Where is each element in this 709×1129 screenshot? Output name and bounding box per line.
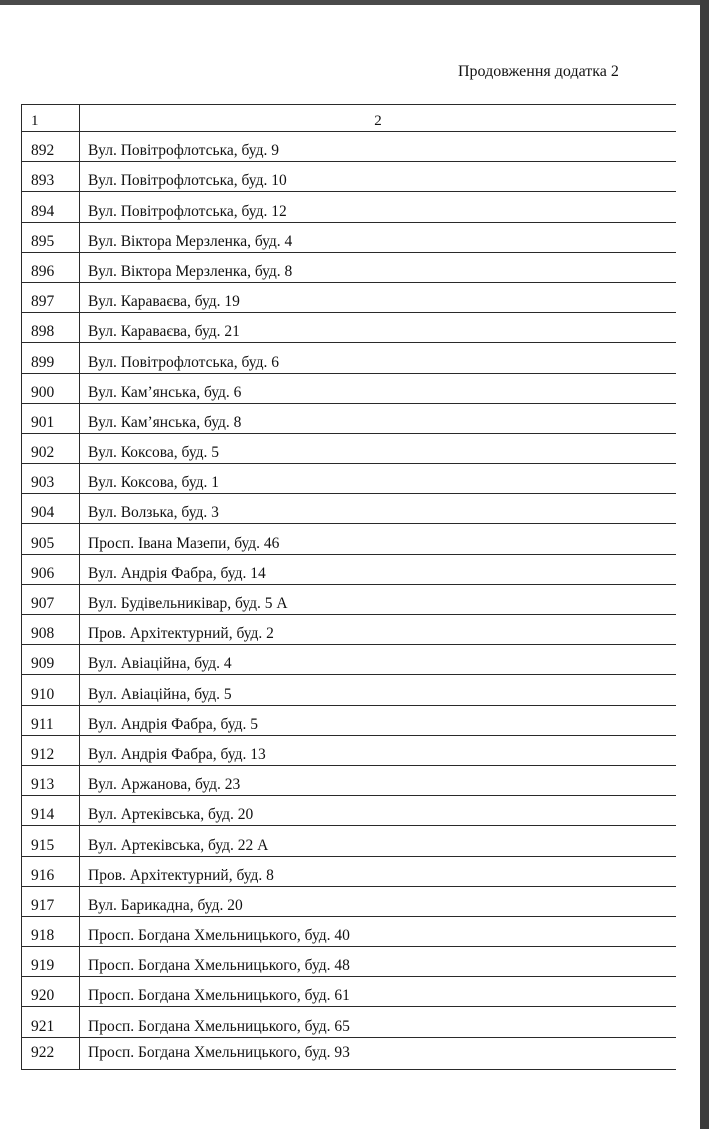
row-address: Вул. Будівельниківар, буд. 5 А <box>80 584 677 614</box>
row-address: Просп. Богдана Хмельницького, буд. 61 <box>80 977 677 1007</box>
row-address: Просп. Богдана Хмельницького, буд. 40 <box>80 916 677 946</box>
table-row <box>22 886 677 916</box>
row-number: 902 <box>22 433 80 463</box>
row-address: Вул. Повітрофлотська, буд. 10 <box>80 162 677 192</box>
table-row <box>22 584 677 614</box>
row-number: 898 <box>22 313 80 343</box>
row-number: 911 <box>22 705 80 735</box>
column-header-address: 2 <box>80 105 677 132</box>
table-row <box>22 464 677 494</box>
row-address: Просп. Богдана Хмельницького, буд. 65 <box>80 1007 677 1037</box>
appendix-caption: Продовження додатка 2 <box>458 63 619 80</box>
address-table <box>21 104 676 1070</box>
row-number: 905 <box>22 524 80 554</box>
row-address: Просп. Богдана Хмельницького, буд. 93 <box>80 1037 677 1069</box>
row-address: Вул. Повітрофлотська, буд. 12 <box>80 192 677 222</box>
table-row <box>22 494 677 524</box>
row-number: 894 <box>22 192 80 222</box>
row-address: Вул. Караваєва, буд. 21 <box>80 313 677 343</box>
row-address: Вул. Барикадна, буд. 20 <box>80 886 677 916</box>
table-row <box>22 192 677 222</box>
row-number: 900 <box>22 373 80 403</box>
row-number: 912 <box>22 735 80 765</box>
table-row <box>22 705 677 735</box>
viewer-edge <box>700 0 709 1129</box>
row-number: 922 <box>22 1037 80 1069</box>
row-address: Вул. Андрія Фабра, буд. 5 <box>80 705 677 735</box>
row-address: Вул. Кам’янська, буд. 6 <box>80 373 677 403</box>
table-row <box>22 735 677 765</box>
row-number: 916 <box>22 856 80 886</box>
row-address: Вул. Авіаційна, буд. 4 <box>80 645 677 675</box>
row-number: 921 <box>22 1007 80 1037</box>
row-address: Просп. Івана Мазепи, буд. 46 <box>80 524 677 554</box>
table-row <box>22 313 677 343</box>
row-address: Вул. Віктора Мерзленка, буд. 8 <box>80 252 677 282</box>
row-address: Вул. Артеківська, буд. 22 А <box>80 826 677 856</box>
table-row <box>22 947 677 977</box>
row-address: Вул. Коксова, буд. 5 <box>80 433 677 463</box>
row-address: Вул. Віктора Мерзленка, буд. 4 <box>80 222 677 252</box>
table-row <box>22 524 677 554</box>
table-row <box>22 765 677 795</box>
table-row <box>22 615 677 645</box>
row-address: Просп. Богдана Хмельницького, буд. 48 <box>80 947 677 977</box>
row-address: Пров. Архітектурний, буд. 2 <box>80 615 677 645</box>
row-address: Вул. Аржанова, буд. 23 <box>80 765 677 795</box>
column-header-number: 1 <box>22 105 80 132</box>
row-number: 904 <box>22 494 80 524</box>
row-number: 907 <box>22 584 80 614</box>
row-number: 914 <box>22 796 80 826</box>
document-page <box>0 5 700 1129</box>
row-number: 892 <box>22 132 80 162</box>
row-address: Вул. Андрія Фабра, буд. 13 <box>80 735 677 765</box>
row-number: 909 <box>22 645 80 675</box>
table-row <box>22 132 677 162</box>
row-number: 893 <box>22 162 80 192</box>
row-number: 910 <box>22 675 80 705</box>
table-header-row <box>22 105 677 132</box>
row-number: 915 <box>22 826 80 856</box>
row-address: Вул. Авіаційна, буд. 5 <box>80 675 677 705</box>
row-address: Вул. Кам’янська, буд. 8 <box>80 403 677 433</box>
table-row <box>22 433 677 463</box>
row-number: 913 <box>22 765 80 795</box>
row-number: 897 <box>22 282 80 312</box>
row-address: Вул. Артеківська, буд. 20 <box>80 796 677 826</box>
row-number: 920 <box>22 977 80 1007</box>
table-row <box>22 222 677 252</box>
table-row <box>22 1037 677 1069</box>
table-row <box>22 252 677 282</box>
table-row <box>22 675 677 705</box>
row-number: 896 <box>22 252 80 282</box>
table-row <box>22 1007 677 1037</box>
row-address: Вул. Андрія Фабра, буд. 14 <box>80 554 677 584</box>
table-row <box>22 554 677 584</box>
row-number: 917 <box>22 886 80 916</box>
table-row <box>22 796 677 826</box>
table-row <box>22 162 677 192</box>
table-row <box>22 916 677 946</box>
row-address: Вул. Повітрофлотська, буд. 9 <box>80 132 677 162</box>
row-number: 899 <box>22 343 80 373</box>
table-row <box>22 343 677 373</box>
table-row <box>22 373 677 403</box>
table-row <box>22 856 677 886</box>
table-row <box>22 403 677 433</box>
row-number: 895 <box>22 222 80 252</box>
row-address: Вул. Коксова, буд. 1 <box>80 464 677 494</box>
row-number: 918 <box>22 916 80 946</box>
row-number: 906 <box>22 554 80 584</box>
row-address: Вул. Караваєва, буд. 19 <box>80 282 677 312</box>
table-row <box>22 645 677 675</box>
table-row <box>22 826 677 856</box>
row-address: Пров. Архітектурний, буд. 8 <box>80 856 677 886</box>
table-row <box>22 977 677 1007</box>
row-number: 903 <box>22 464 80 494</box>
row-address: Вул. Повітрофлотська, буд. 6 <box>80 343 677 373</box>
row-address: Вул. Волзька, буд. 3 <box>80 494 677 524</box>
row-number: 901 <box>22 403 80 433</box>
table-row <box>22 282 677 312</box>
row-number: 919 <box>22 947 80 977</box>
row-number: 908 <box>22 615 80 645</box>
